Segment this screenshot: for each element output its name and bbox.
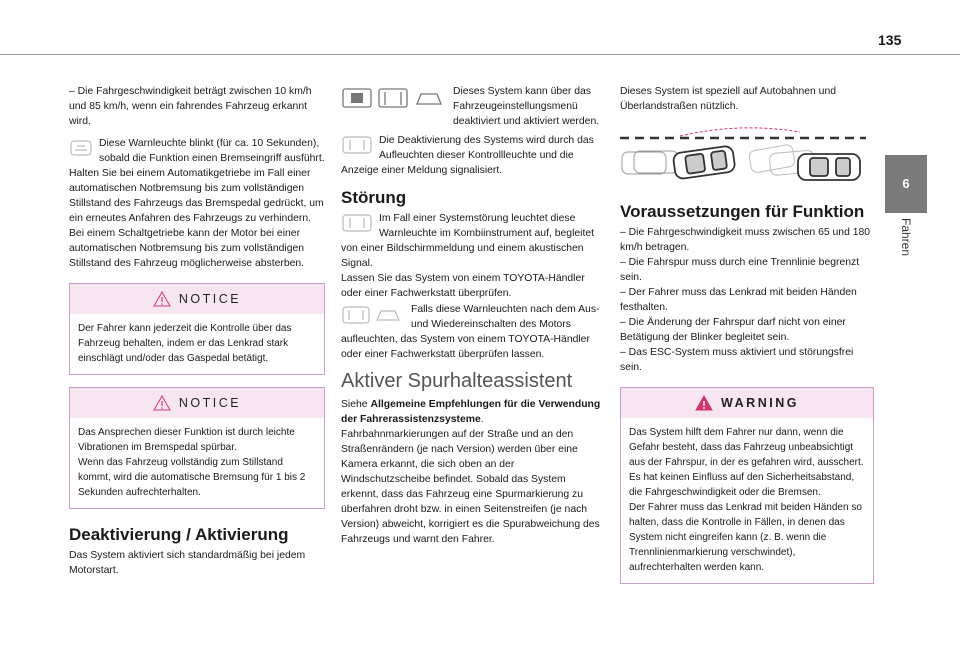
column-2 (341, 84, 603, 547)
warning-triangle-icon (153, 291, 171, 307)
paragraph: Dieses System ist speziell auf Autobahnen und Überlandstraßen nützlich. (620, 86, 837, 112)
list-item: – Die Änderung der Fahrspur darf nicht von einer Betätigung der Blinker begleitet sein. (620, 317, 846, 343)
paragraph: Das System aktiviert sich standardmäßig bei jedem Motorstart. (69, 550, 306, 576)
chapter-tab[interactable]: 6 (885, 155, 927, 213)
icon-paragraph (341, 133, 603, 178)
warning-title: WARNING (721, 395, 799, 410)
paragraph: Lassen Sie das System von einem TOYOTA-Händler oder einer Fachwerkstatt überprüfen. (341, 273, 585, 299)
chapter-tab-label: Fahren (899, 218, 913, 257)
warning-triangle-icon (695, 395, 713, 411)
section-heading: Voraussetzungen für Funktion (620, 202, 865, 221)
column-1 (69, 84, 325, 578)
lane-keep-icons (341, 86, 447, 115)
list-item: – Die Fahrgeschwindigkeit muss zwischen 65 und 180 km/h betragen. (620, 227, 871, 253)
condition-list (620, 225, 874, 375)
section-heading: Deaktivierung / Aktivierung (69, 525, 289, 544)
lane-change-illustration (620, 124, 874, 190)
paragraph: Fahrbahnmarkierungen auf der Straße und an den Straßenrändern (je nach Version) werden über eine Kamera erkannt, die sich oben an der Windschutzscheibe befindet. Sobald das System erkennt, dass das Fahrzeug eine Spurmarkierung zu überfahren droht bzw. in einen Seitenstreifen (je nach Version) abweicht, korrigiert es die Spurabweichung des Fahrzeugs und warnt den Fahrer. (341, 429, 600, 545)
paragraph (341, 397, 603, 427)
lane-off-icon (341, 135, 373, 160)
warning-triangle-icon (153, 395, 171, 411)
lane-warning-icons (341, 304, 405, 331)
warning-header (621, 388, 873, 418)
header-rule (0, 54, 960, 55)
icon-paragraph (341, 84, 603, 129)
bold-span: Allgemeine Empfehlungen für die Verwendung der Fahrerassistenzsysteme (341, 399, 601, 425)
paragraph: Falls diese Warnleuchten nach dem Aus- und Wiedereinschalten des Motors aufleuchten, das System von einem TOYOTA-Händler oder einer Fachwerkstatt überprüfen lassen. (341, 304, 600, 360)
column-3 (620, 84, 874, 584)
paragraph: Im Fall einer Systemstörung leuchtet diese Warnleuchte im Kombiinstrument auf, begleitet von einer Bildschirmmeldung und einem akustischen Signal. (341, 213, 595, 269)
notice-title: NOTICE (178, 291, 242, 306)
text-span: Siehe (341, 399, 371, 410)
paragraph: Bei einem Schaltgetriebe kann der Motor bei einer automatischen Notbremsung bis zum vollständigen Stillstand des Fahrzeug möglicherweise absterben. (69, 228, 305, 269)
collision-warning-icon (69, 138, 93, 163)
notice-title: NOTICE (178, 395, 242, 410)
section-heading: Störung (341, 188, 407, 207)
paragraph: Halten Sie bei einem Automatikgetriebe im Fall einer automatischen Notbremsung bis zum vollständigen Stillstand des Fahrzeugs das Bremspedal gedrückt, um ein erneutes Anfahren des Fahrzeugs zu verhindern. (69, 168, 324, 224)
notice-box (69, 283, 325, 375)
notice-body: Der Fahrer kann jederzeit die Kontrolle über das Fahrzeug behalten, indem er das Lenkrad stark einschlägt und/oder das Gaspedal betätigt. (78, 323, 292, 364)
notice-box (69, 387, 325, 509)
paragraph: – Die Fahrgeschwindigkeit beträgt zwischen 10 km/h und 85 km/h, wenn ein fahrendes Fahrzeug erkannt wird. (69, 86, 312, 127)
icon-paragraph (341, 302, 603, 362)
paragraph: Die Deaktivierung des Systems wird durch das Aufleuchten dieser Kontrollleuchte und die Anzeige einer Meldung signalisiert. (341, 135, 594, 176)
icon-paragraph (69, 136, 325, 166)
text-span: . (480, 414, 484, 425)
paragraph: Dieses System kann über das Fahrzeugeinstellungsmenü deaktiviert und aktiviert werden. (453, 86, 600, 127)
section-heading: Aktiver Spurhalteassistent (341, 370, 573, 392)
page-number: 135 (878, 32, 902, 48)
notice-header (70, 284, 324, 314)
warning-box (620, 387, 874, 584)
list-item: – Die Fahrspur muss durch eine Trennlinie begrenzt sein. (620, 257, 860, 283)
notice-body: Das Ansprechen dieser Funktion ist durch leichte Vibrationen im Bremspedal spürbar. Wenn das Fahrzeug vollständig zum Stillstand kommt, wird die automatische Bremsung für 1 bis 2 Sekunden aufrechterhalten. (78, 427, 306, 498)
icon-paragraph (341, 211, 603, 271)
list-item: – Das ESC-System muss aktiviert und störungsfrei sein. (620, 347, 854, 373)
lane-warning-icon (341, 213, 373, 238)
paragraph: Diese Warnleuchte blinkt (für ca. 10 Sekunden), sobald die Funktion einen Bremseingriff ausführt. (99, 138, 325, 164)
notice-header (70, 388, 324, 418)
list-item: – Der Fahrer muss das Lenkrad mit beiden Händen festhalten. (620, 287, 857, 313)
warning-body: Das System hilft dem Fahrer nur dann, wenn die Gefahr besteht, dass das Fahrzeug unbeabsichtigt aus der Fahrspur, in der es gefahren wird, ausschert. Es hat keinen Einfluss auf den Sicherheitsabstand, die Fahrgeschwindigkeit oder die Bremsen. Der Fahrer muss das Lenkrad mit beiden Händen so halten, dass die Kontrolle in Fällen, in denen das System nicht eingreifen kann (z. B. wenn die Trennlinienmarkierung verschwindet), aufrechterhalten werden kann. (629, 427, 864, 573)
